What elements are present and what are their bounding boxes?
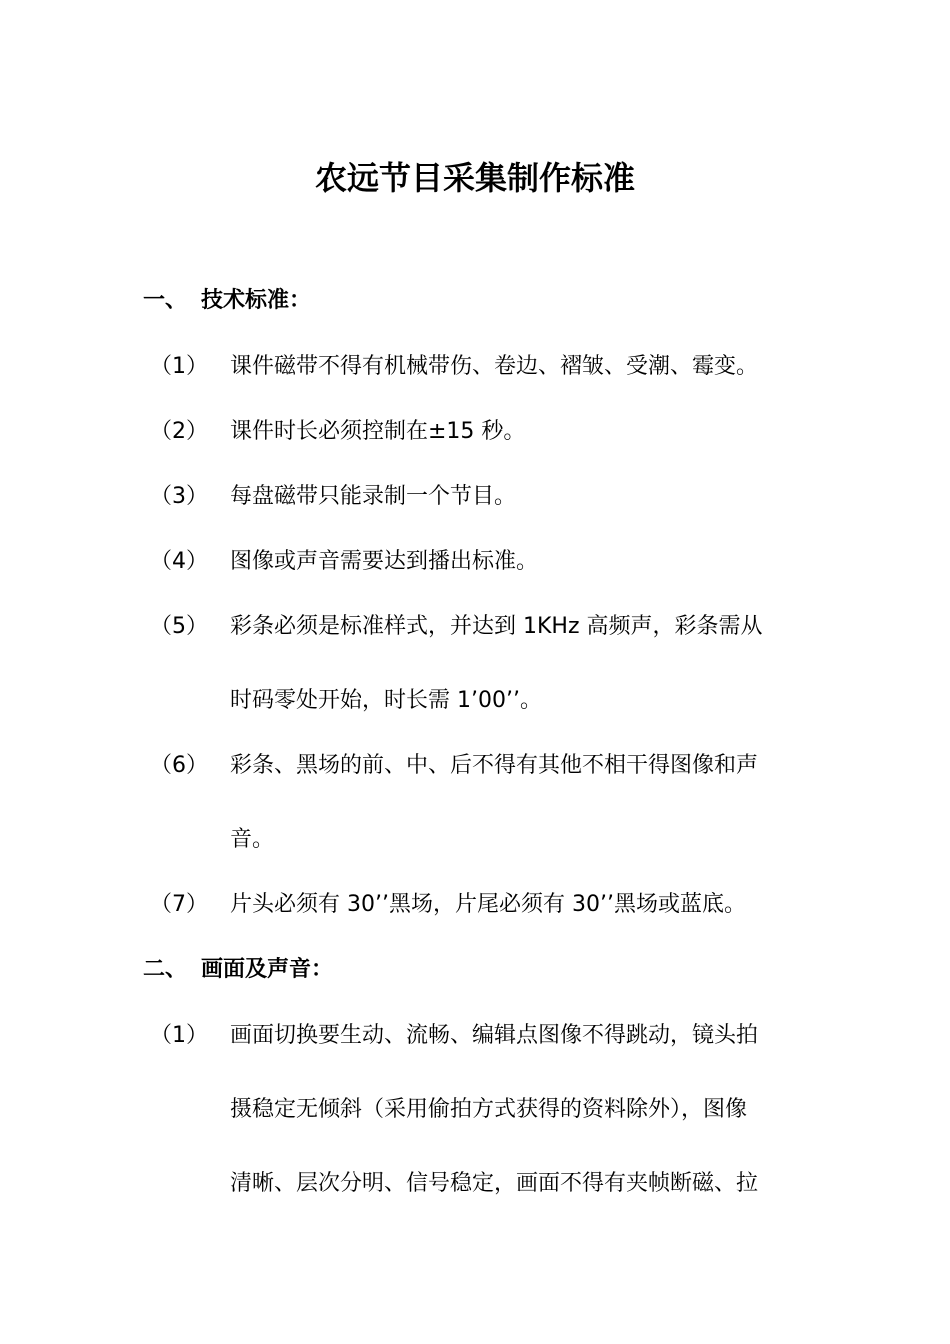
section-number: 二、 — [143, 957, 188, 982]
item-text: 时码零处开始，时长需 1’00’’。 — [230, 688, 542, 713]
item-text: 每盘磁带只能录制一个节目。 — [230, 484, 517, 509]
item-number: （4） — [150, 549, 208, 574]
item-text: 图像或声音需要达到播出标准。 — [230, 549, 539, 574]
item-text: 片头必须有 30’’黑场，片尾必须有 30’’黑场或蓝底。 — [230, 892, 746, 917]
item-text: 彩条、黑场的前、中、后不得有其他不相干得图像和声 — [230, 753, 759, 778]
item-number: （1） — [150, 1023, 208, 1048]
item-text: 课件时长必须控制在±15 秒。 — [230, 419, 526, 444]
item-text: 音。 — [230, 827, 275, 852]
item-number: （7） — [150, 892, 208, 917]
item-number: （2） — [150, 419, 208, 444]
item-text: 课件磁带不得有机械带伤、卷边、褶皱、受潮、霉变。 — [230, 354, 759, 379]
section-title: 技术标准： — [201, 288, 312, 313]
item-text: 彩条必须是标准样式，并达到 1KHz 高频声，彩条需从 — [230, 614, 763, 639]
document-title: 农远节目采集制作标准 — [314, 159, 635, 197]
item-number: （5） — [150, 614, 208, 639]
item-text: 摄稳定无倾斜（采用偷拍方式获得的资料除外），图像 — [230, 1097, 748, 1122]
item-text: 画面切换要生动、流畅、编辑点图像不得跳动，镜头拍 — [230, 1023, 759, 1048]
item-number: （6） — [150, 753, 208, 778]
section-heading — [143, 953, 333, 987]
section-heading — [143, 284, 311, 318]
section-title: 画面及声音： — [201, 957, 334, 982]
item-number: （1） — [150, 354, 208, 379]
section-number: 一、 — [143, 288, 188, 313]
item-text: 清晰、层次分明、信号稳定，画面不得有夹帧断磁、拉 — [230, 1171, 759, 1196]
item-number: （3） — [150, 484, 208, 509]
